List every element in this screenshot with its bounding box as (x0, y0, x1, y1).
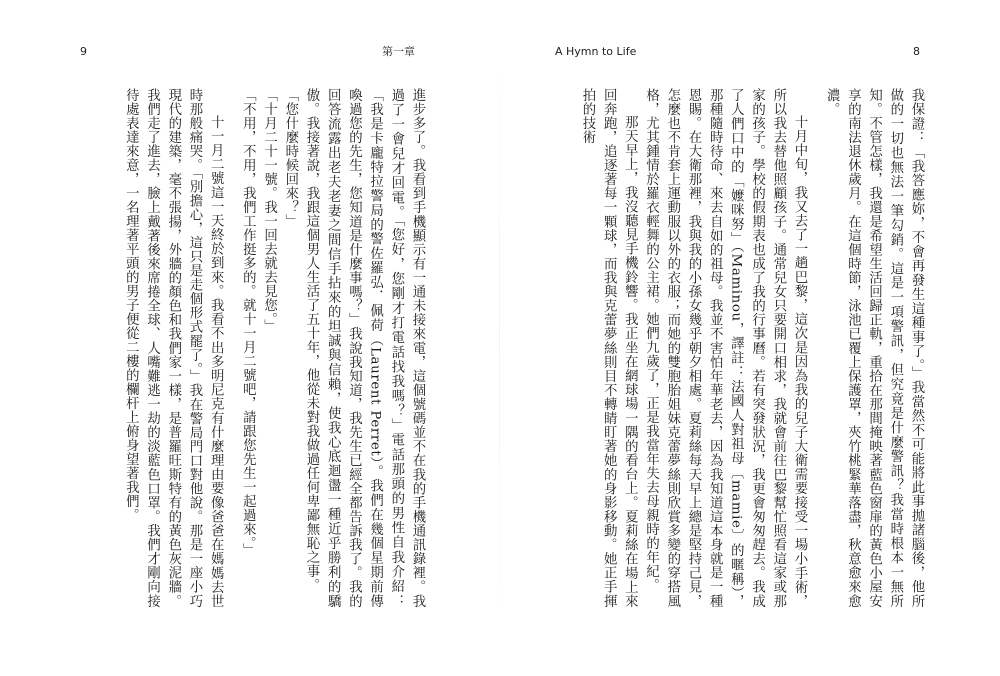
page-gutter (499, 40, 500, 640)
left-running-head: 第一章 (382, 45, 415, 58)
left-page-number: 9 (80, 45, 87, 58)
paragraph: 十月中旬，我又去了一趟巴黎，這次是因為我的兒子大衛需要接受一場小手術，所以我去替他照顧孩子。通常兒女只要開口相求，我就會前往巴黎幫忙照看這家或那家的孩子。學校的假期表也成了我的行事曆。若有突發狀況，我更會匆匆趕去。我成了人們口中的「嬤咪努」（Maminou，譯註：法國人對祖母〔mamie〕的暱稱），那種隨時待命、來去自如的祖母。我並不害怕年華老去，因為我知道這本身就是一種恩賜。在大衛那裡，我與我的小孫女幾乎朝夕相處。夏莉絲每天早上總是堅持己見，怎麼也不肯套上運動服以外的衣服；而她的雙胞胎姐妹克蕾夢絲則欣賞多變的穿搭風格，尤其鍾情於羅衣輕舞的公主裙。她們九歲了，正是我當年失去母親時的年紀。 (643, 88, 807, 608)
dialogue-line: 「不用，不用，我們工作挺多的。就十一月二號吧，請跟您先生一起過來。」 (240, 88, 256, 558)
right-page-number: 8 (913, 45, 920, 58)
paragraph: 我保證：「我答應妳，不會再發生這種事了。」我當然不可能將此事拋諸腦後，他所做的一切也無法一筆勾銷。這是一項警訊，但究竟是什麼警訊？我當時根本一無所知。不管怎樣，我還是希望生活回歸正軌，重拾在那間掩映著藍色窗扉的黃色小屋安享的南法退休歲月。在這個時節，泳池已覆上保護罩，夾竹桃緊華落盡，秋意愈來愈濃。 (824, 88, 924, 608)
paragraph: 十一月二號這一天終於到來。我看不出多明尼克有什麼理由要像爸爸在媽媽去世時那般痛哭。「別擔心，這只是走個形式罷了。」我在警局門口對他說。那是一座小巧現代的建築，毫不張揚，外牆的顏色和我們家一樣，是普羅旺斯特有的黃色灰泥牆。我們走了進去，臉上戴著後來席捲全球、人嘴難逃一劫的淡藍色口罩。我們才剛向接待處表達來意，一名理著平頭的男子便從二樓的欄杆上俯身望著我們。 (123, 88, 224, 608)
right-page-body (577, 88, 927, 608)
right-running-head: A Hymn to Life (555, 45, 637, 58)
dialogue-line: 「十月二十一號。我一回去就去見您。」 (261, 88, 277, 334)
paragraph: 進步多了。我看到手機顯示有一通未接來電，這個號碼並不在我的手機通訊錄裡。我過了一會兒才回電。「您好，您剛才打電話找我嗎？」電話那頭的男性自我介紹：「我是卡龐特拉警局的警佐羅弘．佩荷（Laurent Perret）。我們在幾個星期前傳喚過您的先生，您知道是什麼事嗎？」我說我知道，我先生已經全都告訴我了。我的回答流露出老夫老妻之間信手拈來的坦誠與信賴，使我心底迴盪一種近乎勝利的驕傲。我接著說，我跟這個男人生活了五十年，他從未對我做過任何卑鄙無恥之事。 (303, 88, 425, 608)
dialogue-line: 「您什麼時候回來？」 (282, 88, 298, 228)
left-page-body (78, 88, 428, 608)
paragraph: 那天早上，我沒聽見手機鈴響。我正坐在網球場一隅的看台上。夏莉絲在場上來回奔跑，追逐著每一顆球，而我與克蕾夢絲則目不轉睛盯著她的身影移動。她正手揮拍的技術 (579, 88, 638, 608)
